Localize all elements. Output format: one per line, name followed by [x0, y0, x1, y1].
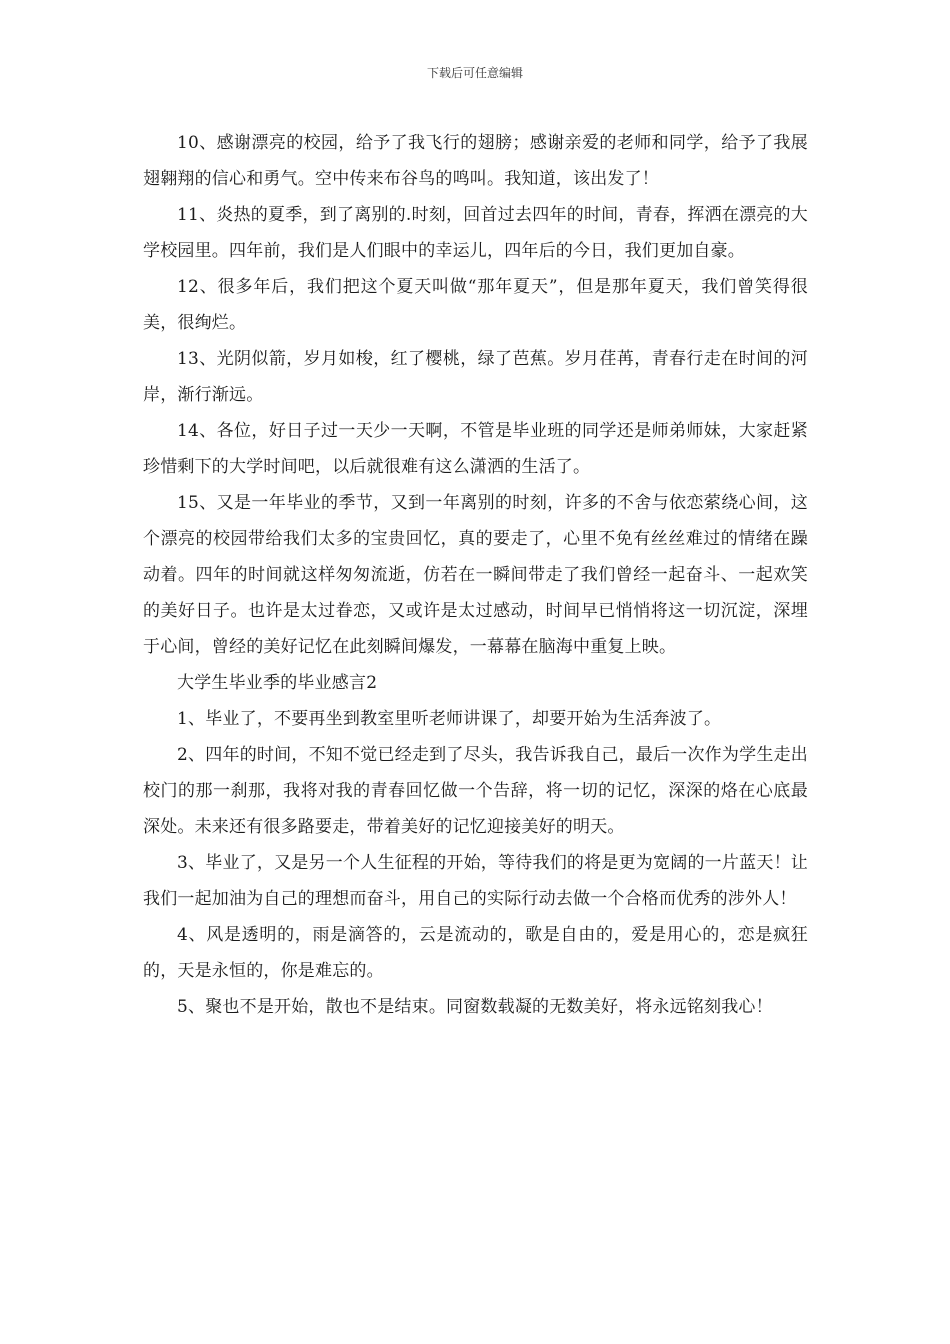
- paragraph-11: 11、炎热的夏季，到了离别的.时刻，回首过去四年的时间，青春，挥洒在漂亮的大学校园里。四年前，我们是人们眼中的幸运儿，四年后的今日，我们更加自豪。: [143, 205, 808, 261]
- document-body: [143, 125, 808, 1025]
- paragraph-1: 1、毕业了，不要再坐到教室里听老师讲课了，却要开始为生活奔波了。: [177, 709, 722, 729]
- paragraph-3: 3、毕业了，又是另一个人生征程的开始，等待我们的将是更为宽阔的一片蓝天！让我们一起加油为自己的理想而奋斗，用自己的实际行动去做一个合格而优秀的涉外人！: [143, 853, 808, 909]
- paragraph-15: 15、又是一年毕业的季节，又到一年离别的时刻，许多的不舍与依恋萦绕心间，这个漂亮的校园带给我们太多的宝贵回忆，真的要走了，心里不免有丝丝难过的情绪在躁动着。四年的时间就这样匆匆流逝，仿若在一瞬间带走了我们曾经一起奋斗、一起欢笑的美好日子。也许是太过眷恋，又或许是太过感动，时间早已悄悄将这一切沉淀，深埋于心间，曾经的美好记忆在此刻瞬间爆发，一幕幕在脑海中重复上映。: [143, 493, 808, 657]
- page-header-note: 下载后可任意编辑: [426, 66, 523, 80]
- paragraph-5: 5、聚也不是开始，散也不是结束。同窗数载凝的无数美好，将永远铭刻我心！: [177, 997, 773, 1017]
- paragraph-2: 2、四年的时间，不知不觉已经走到了尽头，我告诉我自己，最后一次作为学生走出校门的那一刹那，我将对我的青春回忆做一个告辞，将一切的记忆，深深的烙在心底最深处。未来还有很多路要走，带着美好的记忆迎接美好的明天。: [143, 745, 808, 837]
- section-heading: 大学生毕业季的毕业感言2: [177, 673, 378, 693]
- paragraph-13: 13、光阴似箭，岁月如梭，红了樱桃，绿了芭蕉。岁月荏苒，青春行走在时间的河岸，渐行渐远。: [143, 349, 808, 405]
- paragraph-12: 12、很多年后，我们把这个夏天叫做“那年夏天”，但是那年夏天，我们曾笑得很美，很绚烂。: [143, 277, 808, 333]
- paragraph-4: 4、风是透明的，雨是滴答的，云是流动的，歌是自由的，爱是用心的，恋是疯狂的，天是永恒的，你是难忘的。: [143, 925, 808, 981]
- paragraph-14: 14、各位，好日子过一天少一天啊，不管是毕业班的同学还是师弟师妹，大家赶紧珍惜剩下的大学时间吧，以后就很难有这么潇洒的生活了。: [143, 421, 808, 477]
- paragraph-10: 10、感谢漂亮的校园，给予了我飞行的翅膀；感谢亲爱的老师和同学，给予了我展翅翱翔的信心和勇气。空中传来布谷鸟的鸣叫。我知道，该出发了！: [143, 133, 808, 189]
